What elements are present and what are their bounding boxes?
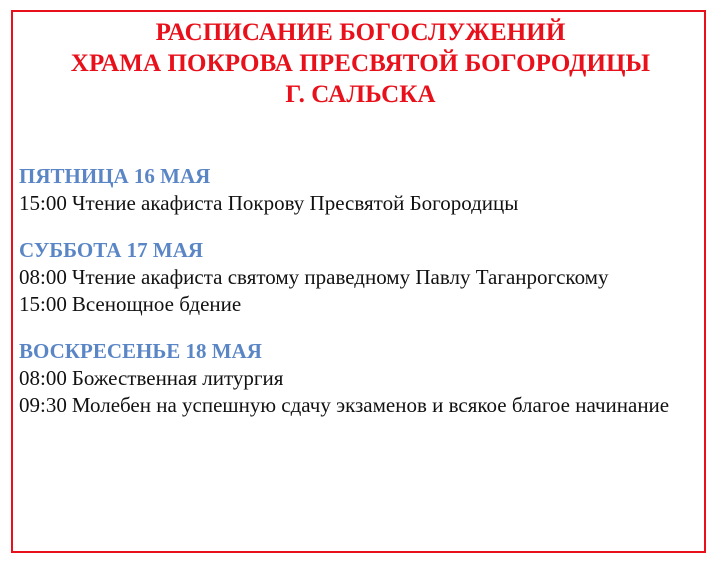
event-time: 08:00	[19, 265, 67, 289]
event-text: Молебен на успешную сдачу экзаменов и всякое благое начинание	[71, 393, 670, 417]
event-item	[19, 190, 699, 217]
title-line-1: РАСПИСАНИЕ БОГОСЛУЖЕНИЙ	[155, 19, 566, 46]
event-item	[19, 365, 699, 392]
event-time: 15:00	[19, 191, 67, 215]
event-text: Божественная литургия	[71, 366, 284, 390]
day-friday	[19, 163, 699, 217]
title-line-3: Г. САЛЬСКА	[285, 81, 436, 108]
event-time: 15:00	[19, 292, 67, 316]
schedule-content	[19, 163, 699, 439]
event-item	[19, 392, 699, 419]
event-item	[19, 291, 699, 318]
schedule-title	[11, 17, 710, 110]
title-line-2: ХРАМА ПОКРОВА ПРЕСВЯТОЙ БОГОРОДИЦЫ	[70, 50, 651, 77]
day-heading: СУББОТА 17 МАЯ	[19, 238, 204, 262]
event-item	[19, 264, 699, 291]
day-sunday	[19, 338, 699, 419]
event-time: 08:00	[19, 366, 67, 390]
event-text: Чтение акафиста святому праведному Павлу Таганрогскому	[71, 265, 609, 289]
event-text: Всенощное бдение	[71, 292, 242, 316]
day-saturday	[19, 237, 699, 318]
day-heading: ВОСКРЕСЕНЬЕ 18 МАЯ	[19, 339, 262, 363]
event-text: Чтение акафиста Покрову Пресвятой Богородицы	[71, 191, 519, 215]
event-time: 09:30	[19, 393, 67, 417]
day-heading: ПЯТНИЦА 16 МАЯ	[19, 164, 211, 188]
